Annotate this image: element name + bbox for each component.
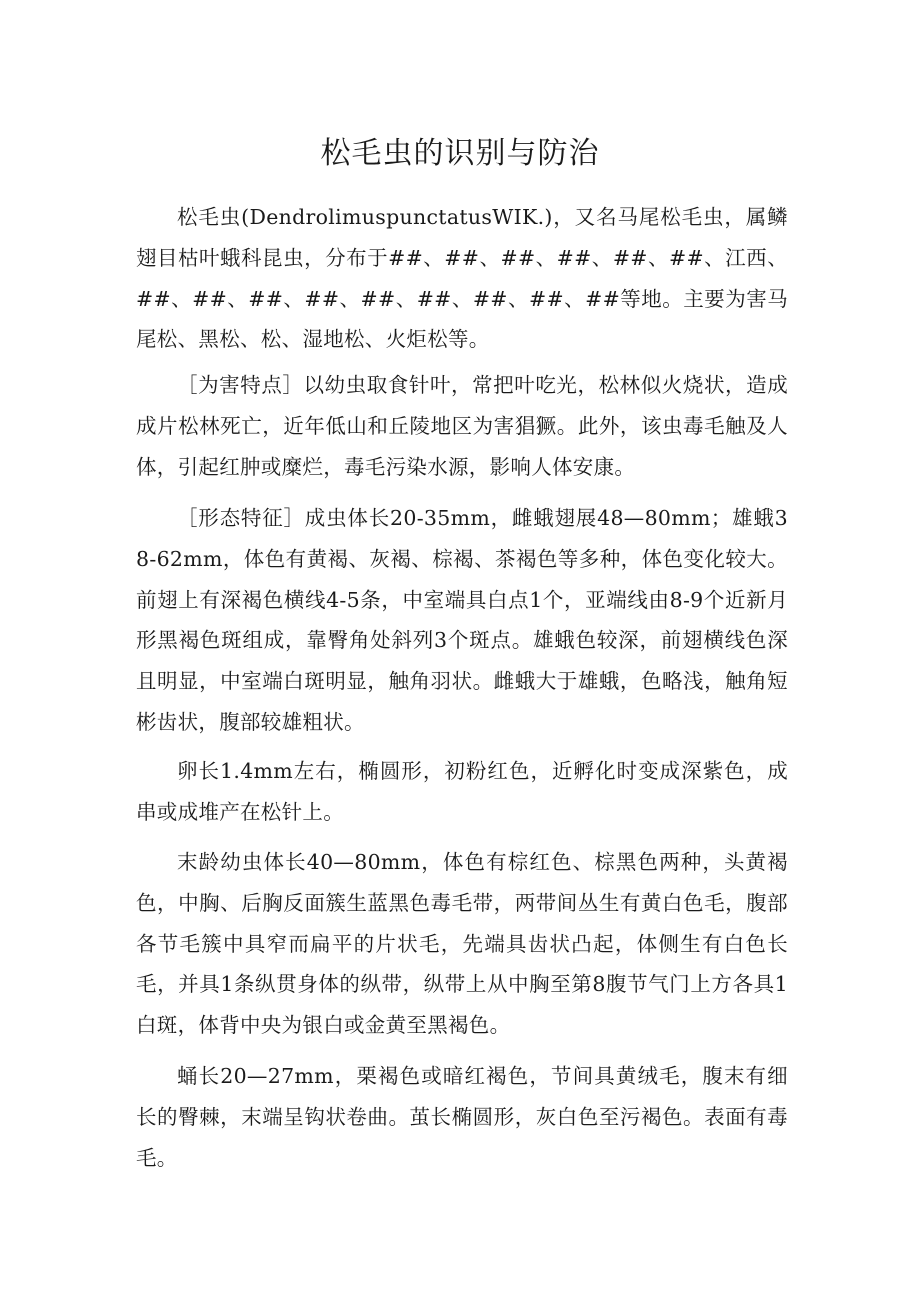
document-title: 松毛虫的识别与防治 — [320, 136, 600, 171]
larva-paragraph: 末龄幼虫体长40—80mm，体色有棕红色、棕黑色两种，头黄褐色，中胸、后胸反面簇生蓝黑色毒毛带，两带间丛生有黄白色毛，腹部各节毛簇中具窄而扁平的片状毛，先端具齿状凸起，体侧生有白色长毛，并具1条纵贯身体的纵带，纵带上从中胸至第8腹节气门上方各具1白斑，体背中央为银白或金黄至黑褐色。 — [136, 850, 788, 1038]
damage-characteristics-paragraph: ［为害特点］以幼虫取食针叶，常把叶吃光，松林似火烧状，造成成片松林死亡，近年低山和丘陵地区为害猖獗。此外，该虫毒毛触及人体，引起红肿或糜烂，毒毛污染水源，影响人体安康。 — [136, 373, 788, 479]
egg-paragraph: 卵长1.4mm左右，椭圆形，初粉红色，近孵化时变成深紫色，成串或成堆产在松针上。 — [136, 759, 788, 824]
morphology-paragraph: ［形态特征］成虫体长20-35mm，雌蛾翅展48—80mm；雄蛾38-62mm，体色有黄褐、灰褐、棕褐、茶褐色等多种，体色变化较大。前翅上有深褐色横线4-5条，中室端具白点1个，亚端线由8-9个近新月形黑褐色斑组成，靠臀角处斜列3个斑点。雄蛾色较深，前翅横线色深且明显，中室端白斑明显，触角羽状。雌蛾大于雄蛾，色略浅，触角短彬齿状，腹部较雄粗状。 — [136, 506, 788, 734]
intro-paragraph: 松毛虫(DendrolimuspunctatusWIK.)，又名马尾松毛虫，属鳞翅目枯叶蛾科昆虫，分布于##、##、##、##、##、##、江西、##、##、##、##、##、##、##、##、##等地。主要为害马尾松、黑松、松、湿地松、火炬松等。 — [136, 205, 788, 352]
pupa-paragraph: 蛹长20—27mm，栗褐色或暗红褐色，节间具黄绒毛，腹末有细长的臀棘，末端呈钩状卷曲。茧长椭圆形，灰白色至污褐色。表面有毒毛。 — [136, 1064, 788, 1170]
